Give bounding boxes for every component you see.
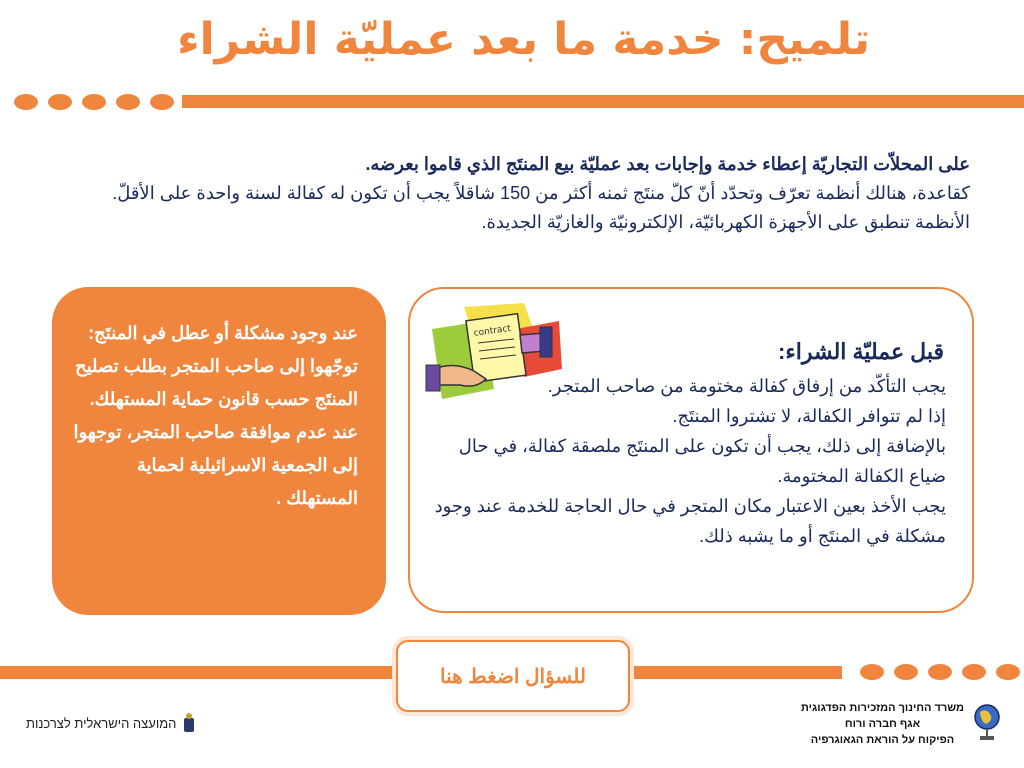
intro-body: كقاعدة، هنالك أنظمة تعرّف وتحدّد أنّ كلّ منتَج ثمنه أكثر من 150 شاقلاً يجب أن تكون له كفالة لسنة واحدة على الأقلّ. الأنظمة تنطبق على الأجهزة الكهربائيّة، الإلكترونيّة والغازيّة الجديدة. <box>112 183 970 232</box>
top-dots-decoration <box>14 94 174 110</box>
intro-text <box>60 150 970 237</box>
consumer-council-icon <box>182 712 196 734</box>
page-title: تلميح: خدمة ما بعد عمليّة الشراء <box>177 14 870 65</box>
before-purchase-card <box>408 287 974 613</box>
consumer-council-logo <box>26 712 196 734</box>
before-purchase-heading: قبل عمليّة الشراء: <box>778 339 944 364</box>
card-line: عند عدم موافقة صاحب المتجر، توجهوا إلى الجمعية الاسرائيلية لحماية المستهلك . <box>73 422 358 508</box>
card-line: إذا لم تتوافر الكفالة، لا تشتروا المنتَج. <box>672 406 946 426</box>
footer-line: אגף חברה ורוח <box>844 718 921 730</box>
top-divider <box>182 95 1024 108</box>
consumer-council-label: המועצה הישראלית לצרכנות <box>26 715 177 731</box>
footer-line: משרד החינוך המזכירות הפדגוגית <box>801 702 964 714</box>
card-line: بالإضافة إلى ذلك، يجب أن تكون على المنتَج ملصقة كفالة، في حال ضياع الكفالة المختومة. <box>458 436 946 486</box>
card-line: يجب الأخذ بعين الاعتبار مكان المتجر في حال الحاجة للخدمة عند وجود مشكلة في المنتَج أو ما يشبه ذلك. <box>434 496 946 546</box>
before-purchase-text <box>426 371 946 551</box>
card-line: توجّهوا إلى صاحب المتجر بطلب تصليح المنتَج حسب قانون حماية المستهلك. <box>74 356 358 409</box>
consumer-protection-card <box>52 287 386 615</box>
card-line: عند وجود مشكلة أو عطل في المنتَج: <box>88 323 358 343</box>
globe-icon <box>972 702 1002 742</box>
card-line: يجب التأكّد من إرفاق كفالة مختومة من صاحب المتجر. <box>547 376 946 396</box>
clipart-label: contract <box>473 323 512 339</box>
footer-line: הפיקוח על הוראת הגאוגרפיה <box>810 734 955 746</box>
intro-lead: على المحلاّت التجاريّة إعطاء خدمة وإجابات بعد عمليّة بيع المنتَج الذي قاموا بعرضه. <box>365 154 970 174</box>
bottom-dots-decoration <box>860 664 1020 680</box>
ask-question-button[interactable]: للسؤال اضغط هنا <box>396 640 630 712</box>
ministry-footer <box>801 700 964 748</box>
consumer-protection-text <box>73 317 358 515</box>
